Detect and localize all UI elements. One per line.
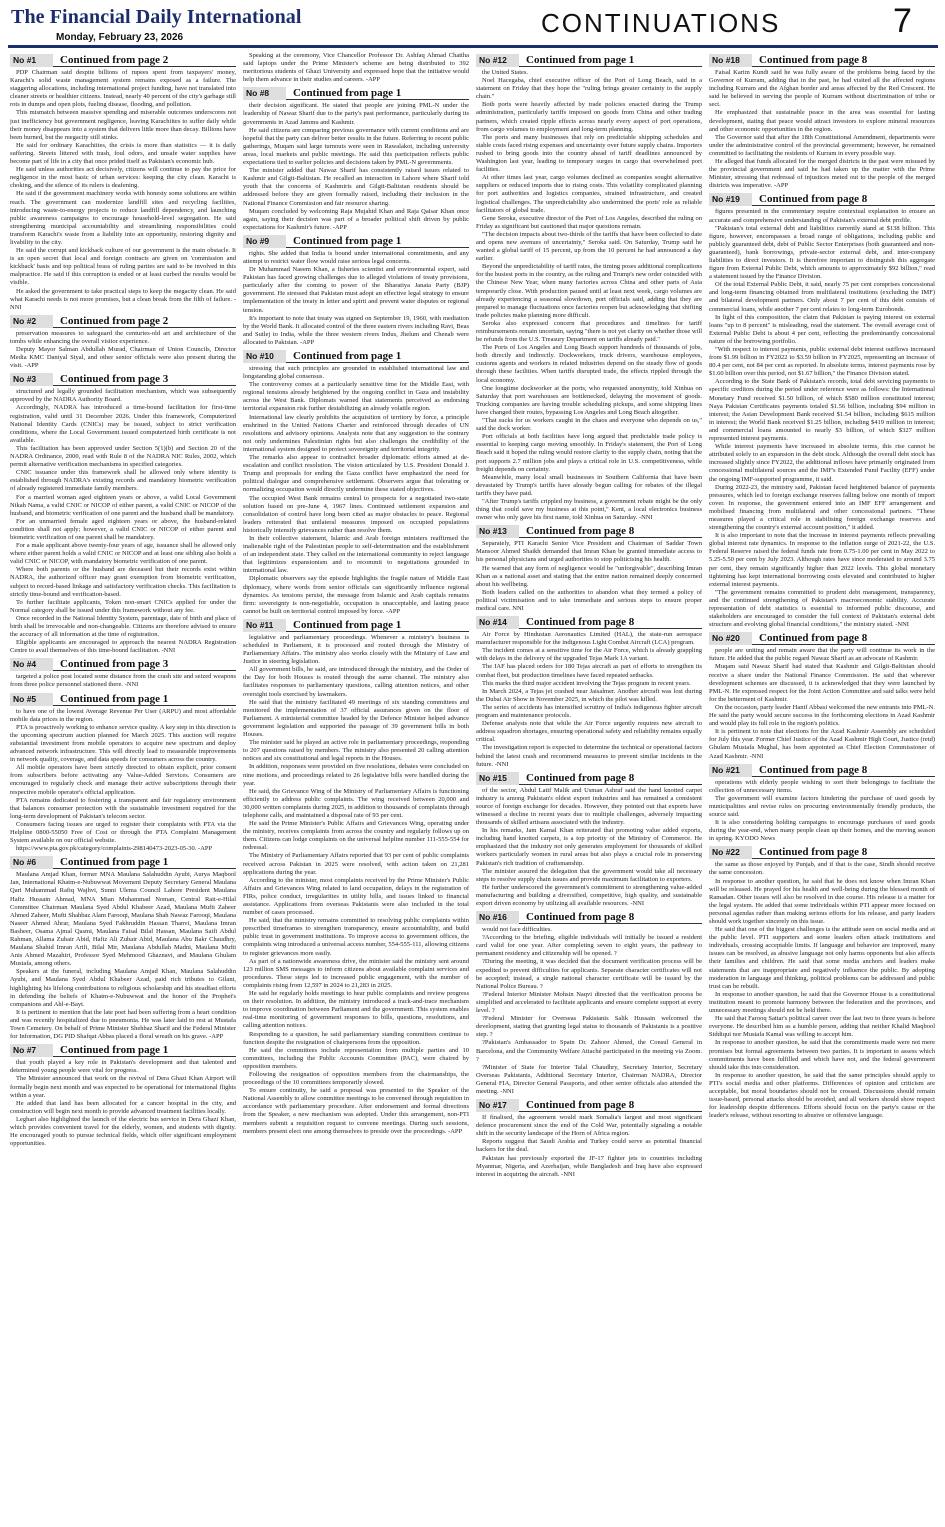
article-number: No #4 [10,658,53,671]
article-paragraph: The minister added that Nawaz Sharif has consistently raised issues related to Kashmir and Gilgit-Baltistan. He recalled an interaction in Lahore where Sharif told youth that the concerns of Kashmiris and Gilgit-Baltistan residents should be addressed before they are given formally raised, including their inclusion in the National Finance Commission and fair resource sharing. [243,167,469,207]
article [243,87,469,232]
article-paragraph: The Ports of Los Angeles and Long Beach support hundreds of thousands of jobs, both directly and indirectly. Dockworkers, truck drivers, warehouse employees, customs agents and workers in related industries depend on the steady flow of goods through these facilities. When tariffs disrupted trade, the effects rippled through the local economy. [476,344,702,384]
article-number: No #7 [10,1044,53,1057]
article-paragraph: their decision significant. He stated that people are joining PML-N under the leadership of Nawaz Sharif due to the party's past performance, particularly during its governments in Azad Jammu and Kashmir. [243,102,469,126]
article [476,911,702,1096]
article-number: No #9 [243,235,286,248]
article-header [709,54,935,67]
article-continuation-title: Continued from page 8 [526,1099,635,1112]
article-paragraph: According to the State Bank of Pakistan's records, total debt servicing payments to specific creditors during the period under reference were as follows: the International Monetary Fund received $1.50 billion, of which $580 million constituted interest; Naya Pakistan Certificates payments totaled $1.56 billion, including $94 million in interest; the Asian Development Bank received $1.54 billion, including $615 million in interest; the World Bank received $1.25 billion, including $419 million in interest; and commercial loans amounted to nearly $3 billion, of which $327 million represented interest payments. [709,378,935,443]
article-paragraph: This mismatch between massive spending and miserable outcomes underscores not just inefficiency but government negligence, leaving Karachiites to suffer daily while their money disappears into a system that delivers little more than decay. Billions have been burned, but the megacity still stinks. [10,109,236,141]
page-number: 7 [893,2,912,40]
article-body [709,208,935,629]
article-paragraph: Air Force by Hindustan Aeronautics Limited (HAL), the state-run aerospace manufacturer responsible for the indigenous Light Combat Aircraft (LCA) program. [476,631,702,647]
article-paragraph: Separately, PTI Karachi Senior Vice President and Chairman of Saddar Town Mansoor Ahmed Shaikh demanded that Imran Khan be granted immediate access to his personal physicians and urged authorities to stop politicising his health. [476,540,702,564]
article-paragraph: "With respect to interest payments, public external debt interest outflows increased from $1.99 billion in FY2022 to $3.59 billion in FY2025, representing an increase of 80.4 per cent, not 84 per cent as reported. In absolute terms, interest payments rose by $1.60 billion over this period, not $1.67 billion," the Finance Division stated. [709,346,935,378]
article-continuation-title: Continued from page 3 [60,373,169,386]
article-paragraph: He added that land has been allocated for a cancer hospital in the city, and construction will begin next month to provide advanced treatment facilities locally. [10,1099,236,1115]
article-paragraph: As part of a nationwide awareness drive, the minister said the ministry sent around 123 million SMS messages to inform citizens about available complaint services and procedures. These steps led to increased public engagement, with the number of complaints rising from 12,597 in 2024 to 21,283 in 2025. [243,957,469,989]
article-body [243,365,469,616]
article-body [476,787,702,908]
article-paragraph: Consumers facing issues are urged to register their complaints with PTA via the Helpline 0800-55050 Free of Cost or through the PTA Complaint Management System available on our official website. [10,820,236,845]
article-body [709,779,935,844]
article-paragraph: In their collective statement, Islamic and Arab foreign ministers reaffirmed the inalienable right of the Palestinian people to self-determination and the establishment of an independent state. They called on the international community to reject language that legitimizes expansionism and to recommit to negotiations grounded in international law. [243,534,469,575]
article-paragraph: Gene Seroka, executive director of the Port of Los Angeles, described the ruling on Friday as significant but cautioned that major questions remain. [476,214,702,230]
article-body [476,926,702,1096]
article-continuation-title: Continued from page 1 [293,350,402,362]
article-number: No #8 [243,87,286,100]
article-paragraph: ?Federal Interior Minister Mohsin Naqvi directed that the verification process be simplified and accelerated to facilitate applicants and ensure complete support at every level. ? [476,990,702,1015]
article-header [709,846,935,859]
article-paragraph: the United States. [482,69,529,76]
article-paragraph: He said citizens are comparing previous governance with current conditions and are hopeful that the party can deliver better results in the future. Referring to recent public gatherings, Muqam said large turnouts were seen in Rawalakot, including university areas, local markets and public meetings. He said this participation reflects public expectations tied to earlier policies and decisions taken by PML-N governments. [243,126,469,167]
article-paragraph: He said, that the ministry remains committed to resolving public complaints within prescribed timeframes to strengthen transparency, ensure accountability, and build public trust in government institutions. To improve access to government offices, the complaints wing introduced a universal access number, 554-555-111, allowing citizens to register grievances more easily. [243,917,469,957]
article-paragraph: ?Minister of State for Interior Talal Chaudhry, Secretary Interior, Secretary Overseas Pakistanis, Additional Secretary Interior, Chairman NADRA, Director General FIA, Director General Passports, and other senior officials also attended the meeting. -NNI [476,1063,702,1095]
article-paragraph: people are uniting and remain aware that the party will continue its work in the future. He added that the public regard Nawaz Sharif as an advocate of Kashmir. [709,647,935,663]
article-paragraph: targeted a police post located some distance from the crash site and seized weapons from three police personnel stationed there. -NNI [10,673,236,689]
column-4 [709,52,935,1522]
article-body [476,1114,702,1179]
article-continuation-title: Continued from page 3 [60,658,169,671]
article-number: No #22 [709,846,752,859]
article [476,1099,702,1179]
article [709,764,935,844]
article-paragraph: Both ports were heavily affected by trade policies enacted during the Trump administration, particularly tariffs imposed on goods from China and other trading partners, which created ripple effects across nearly every aspect of port operations, from cargo volumes to employment and long-term planning. [476,101,702,133]
article-number: No #13 [476,525,519,538]
columns [10,52,936,1522]
article-number: No #5 [10,693,53,706]
article-paragraph: International law clearly prohibits the acquisition of territory by force, a principle enshrined in the United Nations Charter and reinforced through decades of UN resolutions and advisory opinions. Analysts note that any suggestion to the contrary not only undermines Palestinian rights but also challenges the credibility of the international system designed to protect sovereignty and territorial integrity. [243,413,469,453]
article-body [709,69,935,190]
article-paragraph: The series of accidents has intensified scrutiny of India's indigenous fighter aircraft program and maintenance protocols. [476,703,702,720]
article-paragraph: "That sucks for us workers caught in the chaos and everyone who depends on us," said the dock worker. [476,417,702,433]
section-title: CONTINUATIONS [541,8,781,38]
article-paragraph: that youth played a key role in Pakistan's development and that talented and determined young people were vital for progress. [10,1059,236,1075]
article-continuation-title: Continued from page 8 [526,911,635,924]
article-paragraph: Port officials at both facilities have long argued that predictable trade policy is essential to keeping cargo moving smoothly. In Friday's statement, the Port of Long Beach said it hoped the ruling would restore clarity to the supply chain, noting that the port supports 2.7 million jobs and plays a critical role in U.S. competitiveness, while freight depends on certainty. [476,433,702,473]
article-paragraph: All government bills, he said, are introduced through the ministry, and the Order of the Day for both Houses is routed through the same channel. The ministry also facilitates responses to parliamentary questions, calling attention notices, and other oversight tools exercised by lawmakers. [243,666,469,698]
article-paragraph: The investigation report is expected to determine the technical or operational factors behind the latest crash and recommend measures to prevent similar incidents in the future. -NNI [476,744,702,768]
article-number: No #12 [476,54,519,67]
article-paragraph: The IAF has placed orders for 180 Tejas aircraft as part of efforts to strengthen its combat fleet, but production timelines have faced repeated setbacks. [476,663,702,679]
article-paragraph: For a male applicant above twenty-four years of age, issuance shall be allowed only where either parent holds a valid CNIC or NICOP and at least one sibling also holds a valid CNIC or NICOP, with mandatory biometric verification of one parent. [10,542,236,566]
article-paragraph: Defense analysts note that while the Air Force urgently requires new aircraft to address squadron shortages, ensuring operational safety and reliability remains equally critical. [476,720,702,744]
article-paragraph: The government will examine factors hindering the purchase of used goods by municipalities and revise rules on procuring environmentally friendly products, the source said. [709,794,935,818]
article-paragraph: ?During the meeting, it was decided that the document verification process will be expedited to prevent difficulties for applicants. Separate character certificates will not be accepted; instead, a single national character certificate will be issued by the National Police Bureau. ? [476,958,702,990]
article-header [243,619,469,632]
article-header [10,315,236,328]
article-paragraph: In response to another question, he said that the same principles should apply to PTI's social media and other platforms. Differences of opinion and criticism are acceptable, but moral boundaries should not be crossed. Discussions should remain issue-based, personal attacks should be avoided, and all workers should show respect for leadership despite differences. Efforts should focus on the party's cause or the leader's release, without resorting to abusive or offensive language. [709,1071,935,1120]
article-paragraph: In March 2024, a Tejas jet crashed near Jaisalmer. Another aircraft was lost during the Dubai Air Show in November 2025, in which the pilot was killed. [476,687,702,703]
article [243,350,469,616]
article-paragraph: The occupied West Bank remains central to prospects for a negotiated two-state solution based on pre-June 4, 1967 lines. Continued settlement expansion and consolidation of control have long been cited as major obstacles to peace. Regional leaders reiterated that unilateral measures imposed on occupied populations historically intensify grievances rather than resolve them. [243,494,469,534]
article-paragraph: Speakers at the funeral, including Maulana Amjad Khan, Maulana Salahuddin Ayubi, and Maulana Syed Abdul Khabeer Azad, paid rich tributes to Gilani, highlighting his lifelong contributions to religious scholarship and his steadfast efforts in defending the beliefs of Khatm-e-Nubuwwat and the honor of the Prophet's companions and Ahl-e-Bayt. [10,968,236,1008]
article-header [10,54,236,67]
article-paragraph: Faisal Karim Kundi said he was fully aware of the problems being faced by the Governor of Kurram, adding that in the past, he had visited all the affected regions including Kurram and the Afghan border and areas affected by the Red Crescent. He said he believed in serving the people of Kurram without discrimination of tribe or sect. [709,69,935,109]
article-paragraph: In his remarks, Jam Kamal Khan reiterated that promoting value added exports, including hand knotted carpets, is a top priority of the Ministry of Commerce. He emphasized that the industry not only generates employment for thousands of skilled workers particularly women in rural areas but also plays a crucial role in preserving Pakistan's rich tradition of craftsmanship. [476,827,702,867]
article [10,658,236,689]
article-paragraph: It is pertinent to note that elections for the Azad Kashmir Assembly are scheduled for July this year. Former Chief Justice of the Azad Kashmir High Court, Justice (retd) Ghulam Mustafa Mughal, has been appointed as Chief Election Commissioner of Azad Kashmir. -NNI [709,728,935,760]
article-paragraph: Following the resignation of opposition members from the chairmanships, the proceedings of the 10 committees temporarily slowed. [243,1070,469,1087]
article-paragraph: It is also considering holding campaigns to encourage purchases of used goods during the year-end, when many people clean up their homes, and the moving season in spring. KYODO News [709,819,935,843]
article-paragraph: The remarks also appear to contradict broader diplomatic efforts aimed at de-escalation and conflict resolution. The vision articulated by U.S. President Donald J. Trump and proposals for ending the Gaza conflict have emphasized the need for political dialogue and comprehensive settlement. Observers argue that tolerating or normalizing occupation would directly undermine these stated objectives. [243,454,469,494]
article-header [243,350,469,363]
article-number: No #1 [10,54,53,67]
article [10,693,236,854]
article-body [709,861,935,1120]
article-continuation-title: Continued from page 1 [60,856,169,869]
article-paragraph: to have one of the lowest Average Revenue Per User (ARPU) and most affordable mobile data prices in the region. [10,707,236,723]
article [243,619,469,1136]
article-paragraph: would not face difficulties. [482,926,552,934]
article-paragraph: To further facilitate applicants, Token non-smart CNICs applied for under the Normal category shall be issued under this framework without any fee. [10,598,236,614]
article-paragraph: He said if the government machinery works with honesty some solutions are within reach. The government can modernize landfill sites and recycling facilities, introducing waste-to-energy projects to reduce landfill dependency, and launching public awareness campaigns to encourage household-level segregation. He said strengthening municipal accountability and streamlining responsibilities could transform Karachi's waste from a liability into an opportunity, restoring dignity and livability to the city. [10,190,236,246]
article [476,772,702,908]
article-paragraph: The minister assured the delegation that the government would take all necessary steps to resolve supply chain issues and provide maximum facilitation to exporters. [476,867,702,883]
article-number: No #20 [709,632,752,645]
article-paragraph: Meanwhile, many local small businesses in Southern California that have been devastated by Trump's tariffs have already begun calling for rebates of the illegal tariffs they have paid. [476,473,702,497]
article-body [243,634,469,1136]
article-continuation-title: Continued from page 1 [60,1044,169,1057]
article-header [10,1044,236,1057]
article-paragraph: Seroka also expressed concern that procedures and timelines for tariff reimbursements remain uncertain, saying "there is not yet clarity on whether those will be refunds from the U.S. Treasury Department on tariffs already paid." [476,319,702,344]
article-paragraph: He said for ordinary Karachiites, the crisis is more than statistics — it is daily suffering. Streets littered with trash, foul odors, and unsafe water supplies have become part of life in a city that once prided itself as Pakistan's economic hub. [10,141,236,166]
article-paragraph: Eligible applicants are encouraged to approach the nearest NADRA Registration Centre to avail themselves of this time-bound facilitation. -NNI [10,639,236,655]
article-header [10,693,236,706]
article-header [476,1099,702,1112]
article-paragraph: It's important to note that treaty was signed on September 19, 1960, with mediation by the World Bank. It allocated control of the three eastern rivers including Ravi, Beas and Sutlej to India, while the three western rivers Indus, Jhelum and Chenab were allocated to Pakistan. -APP [243,314,469,346]
article-number: No #10 [243,350,286,363]
article [243,235,469,347]
article-number: No #18 [709,54,752,67]
article-paragraph: rights. She added that India is bound under international commitments, and any attempt to restrict water flow would raise serious legal concerns. [243,249,469,265]
article-paragraph: Of the total External Public Debt, it said, nearly 75 per cent comprises concessional and long-term financing obtained from multilateral institutions (excluding the IMF) and bilateral development partners. Only about 7 per cent of this debt consists of commercial loans, while another 7 per cent relates to long-term Eurobonds. [709,281,935,313]
article-paragraph: The controversy comes at a particularly sensitive time for the Middle East, with regional tensions already heightened by the ongoing conflict in Gaza and instability across the West Bank. Diplomats warned that statements perceived as endorsing territorial expansion risk further destabilizing an already volatile region. [243,381,469,413]
article-header [709,764,935,777]
article-continuation-title: Continued from page 2 [60,314,169,327]
article-number: No #2 [10,315,53,328]
article-paragraph: The Ministry of Parliamentary Affairs reported that 93 per cent of public complaints received across Pakistan in 2025 were resolved, with action taken on 21,281 applications during the year. [243,852,469,876]
article-paragraph: He alleged that funds allocated for the merged districts in the past were misused by the provincial government and said he had taken up the matter with the Prime Minister, stressing that redressal of injustices meted out to the people of the merged districts was imperative. -APP [709,158,935,190]
article-paragraph: He said the corrupt and kickback culture of our government is the main obstacle. It is an open secret that local and foreign contracts are given on 'commission and kickback' basis and top political brass of ruling parties are said to be involved in this malpractice. He said if this corruption is ended or at least curbed the results would be visible. [10,247,236,287]
article [476,525,702,613]
article-paragraph: Diplomatic observers say the episode highlights the fragile nature of Middle East diplomacy, where words from senior officials can significantly influence regional dynamics. As tensions persist, the message from Islamic and Arab capitals remains firm: sovereignty is non-negotiable, occupation is unacceptable, and lasting peace cannot be built on territorial control imposed by force. -APP [243,575,469,615]
article-header [476,54,702,67]
article-paragraph: Beyond the unpredictability of tariff rates, the timing poses additional complications for the busiest ports in the country, as the ruling and Trump's new order coincided with the Chinese New Year, when many factories across China and other parts of Asia temporarily close. With production paused until at least next week, cargo volumes are already experiencing a seasonal slowdown, port officials said, adding that they are prepared to manage fluctuations once factories reopen but acknowledging that shifting trade policies make planning more difficult. [476,263,702,319]
article-paragraph: In response to another question, he said that the commitments made were not mere promises but formal agreements between two parties. It is important to assess which commitments have been fulfilled and which have not, and the federal government should take this into consideration. [709,1039,935,1071]
article-paragraph: ?According to the briefing, eligible individuals will initially be issued a resident card valid for one year. After completing seven to eight years, the pathway to permanent residency and citizenship will be opened. ? [476,934,702,958]
article-paragraph: For an unmarried female aged eighteen years or above, the husband-related condition shall not apply; however, a valid CNIC or NICOP of either parent and biometric verification of one parent shall be mandatory. [10,517,236,541]
article-paragraph: of the sector, Abdul Latif Malik and Usman Ashraf said the hand knotted carpet industry is among Pakistan's oldest export industries and has remained a consistent source of foreign exchange for decades. However, they pointed out that exports have witnessed a decline in recent years due to multiple challenges, adversely impacting thousands of skilled artisans associated with the industry. [476,786,702,827]
article-paragraph: While interest payments have increased in absolute terms, this rise cannot be attributed solely to an expansion in the debt stock. Although the overall debt stock has increased slightly since FY2022, the additional inflows have primarily originated from concessional multilateral sources and the IMF's Extended Fund Facility (EFF) under the ongoing IMF-supported programme, it said. [709,443,935,483]
article-paragraph: "After Trump's tariffs crippled my business, a government rebate might be the only thing that could save my business at this point," Kent, a local electronics business owner who only gave his first name, told Xinhua on Saturday. -NNI [476,497,702,522]
article-header [476,911,702,924]
article-paragraph: Where both parents or the husband are deceased but their records exist within NADRA, the authorized officer may grant exemption from biometric verification, subject to record-based linkage and satisfactory verification checks. This facilitation is strictly time-bound and verification-based. [10,566,236,598]
article [10,54,236,312]
article-paragraph: For a married woman aged eighteen years or above, a valid Local Government Nikah Nama, a valid CNIC or NICOP of either parent, a valid CNIC or NICOP of the husband, and biometric verification of one parent and the husband shall be mandatory. [10,493,236,517]
article-header [243,235,469,248]
article-body [10,871,236,1041]
column-2 [243,52,469,1522]
article-paragraph: He said that the ministry facilitated 49 meetings of six standing committees and monitored the implementation of 37 official assurances given on the floor of Parliament. A ministerial committee headed by the Defence Minister helped advance government legislation and supported the passage of 39 government bills in both Houses. [243,698,469,739]
article-paragraph: The incident comes at a sensitive time for the Air Force, which is already grappling with delays in the delivery of the upgraded Tejas Mark 1A variant. [476,647,702,663]
article [709,54,935,190]
article-paragraph: Muqam said Nawaz Sharif had stated that Kashmir and Gilgit-Baltistan should receive a share under the National Finance Commission. He said that wherever development schemes are discussed, it is acknowledged that they were launched by PML-N. He expressed respect for the Joint Action Committee and said talks were held for the betterment of Kashmir. [709,663,935,703]
article-header [10,658,236,671]
article-continuation-title: Continued from page 8 [759,846,868,859]
article-header [476,616,702,629]
article-paragraph: He said that Farooq Sattar's political career over the last two to three years is before everyone. He described him as a humble person, adding that neither Khalid Maqbool Siddiqui nor Mustafa Kamal was willing to accept him. [709,1015,935,1039]
article-body [10,708,236,854]
article-paragraph: The Governor said that after the 18th Constitutional Amendment, departments were under the administrative control of the provincial government; however, he remained committed to facilitating the residents of Kurram in every possible way. [709,133,935,157]
article-paragraph: One longtime dockworker at the ports, who requested anonymity, told Xinhua on Saturday that port warehouses are bottlenecked, delaying the movement of goods. Trucking companies are having trouble scheduling pickups, and some shipping lines have changed their routes, bypassing Los Angeles and Long Beach altogether. [476,384,702,416]
article-number: No #21 [709,764,752,777]
article-paragraph: figures presented in the commentary require contextual explanation to ensure an accurate and comprehensive understanding of Pakistan's external debt profile. [709,208,935,224]
article-paragraph: Noel Hacegaba, chief executive officer of the Port of Long Beach, said in a statement on Friday that they hope the "ruling brings greater certainty to the supply chain." [476,77,702,101]
article-paragraph: stressing that such principles are grounded in established international law and longstanding global consensus. [243,365,469,381]
article-paragraph: structured and legally grounded facilitation mechanism, which was subsequently approved by the NADRA Authority Board. [10,388,236,404]
article-paragraph: The minister said he played an active role in parliamentary proceedings, responding to 207 questions raised by members. The ministry also presented 20 calling attention notices and six constitutional and legal reports in the Houses. [243,739,469,763]
article-paragraph: Deputy Mayor Salman Abdullah Murad, Chairman of Union Councils, Director Media KMC Daniyal Siyal, and other senior officials were also present during the visit. -APP [10,346,236,370]
article-paragraph: Pakistan has previously exported the JF-17 fighter jets to countries including Myanmar, Nigeria, and Azerbaijan, while Bangladesh and Iraq have also expressed interest in acquiring the aircraft. -NNI [476,1154,702,1178]
article-paragraph: PDP Chairman said despite billions of rupees spent from taxpayers' money, Karachi's solid waste management system remains exposed as a failure. The staggering allocations, including international project funding, have not translated into cleaner streets or healthier citizens. Instead, nearly 40 percent of the city's garbage still rots in dumps and open plots, fueling disease, flooding, and pollution. [10,69,236,109]
article-header [709,632,935,645]
article-number: No #17 [476,1099,519,1112]
article [709,193,935,629]
article-header [476,525,702,538]
article-paragraph: It is pertinent to mention that the late poet had been suffering from a heart condition and was recently hospitalized due to pneumonia. He was later laid to rest at Mustafa Town Cemetery. On behalf of Prime Minister Shehbaz Sharif and the Federal Minister for Information, DG PID Shafqat Abbas placed a floral wreath on his grave. -APP [10,1008,236,1041]
article-body [476,540,702,613]
article-continuation-title: Continued from page 8 [526,525,635,538]
article-body [10,69,236,312]
article-paragraph: He asked the government to take practical steps to keep the megacity clean. He said what Karachi needs is not more promises, but a clean break from the filth of failure. -NNI [10,287,236,311]
article-paragraph: Muqam concluded by welcoming Raja Mujahid Khan and Raja Qaisar Khan once again, saying their decision was part of a broader political shift driven by public expectations for Kashmir's future. -APP [243,207,469,231]
article-number: No #3 [10,373,53,386]
article-header [10,856,236,869]
article-paragraph: Maulana Amjad Khan, former MNA Maulana Salahuddin Ayubi, Aurya Maqbool Jan, International Khatm-e-Nubuwwat Movement Deputy Secretary General Maulana Qari Muhammad Rafiq Wajhvi, Sunni Ulema Council Lahore President Maulana Hafiz Hussain Ahmad, MNA Mian Muhammad Noman, Central Rait-e-Hilal Committee Chairman Maulana Syed Abdul Khabeer Azad, Maulana Mufti Zaheer Ahmed Zaheer, Mufti Shahbaz Alam Farooqi, Maulana Shah Nawaz Farooqi, Maulana Naseer Ahmed Ahrar, Maulana Syed Fakhruddin Hassan Thanvi, Maulana Imran Basheer, Osama Ajmal Qasmi, Maulana Faisal Bilal Hassan, Maulana Saifi Abdul Rahman, Allama Zubair Abid, Hafiz Ali Zubair Abid, Maulana Abu Bakr Chaudhry, Maulana Shahid Imran Arifi, Bilal Mir, Maulana Abdullah Madni, Maulana Mufti Anis Ahmed Mazahiri, Professor Syed Mehmood Ghaznavi, and Maulana Ghulam Mustafa, among others. [10,871,236,968]
article-number: No #19 [709,193,752,206]
article-paragraph: Once recorded in the National Identity System, parentage, date of birth and place of birth shall be irrevocable and non-changeable. Citizens are therefore advised to ensure the accuracy of all information at the time of registration. [10,614,236,639]
article-body [243,250,469,347]
article-paragraph: He warned that any form of negligence would be "unforgivable", describing Imran Khan as a national asset and stating that the entire nation remained deeply concerned about his wellbeing. [476,564,702,588]
column-3 [476,52,702,1522]
article-paragraph: He said the committees include representation from multiple parties and 10 committees, including the Public Accounts Committee (PAC), were chaired by opposition members. [243,1046,469,1070]
article-paragraph: It is also important to note that the increase in interest payments reflects prevailing global interest rate dynamics. In response to the inflation surge of 2021-22, the U.S. Federal Reserve raised the federal funds rate from 0.75-1.00 per cent in May 2022 to 5.25-5.50 per cent by July 2023. Although rates have since moderated to around 3.75 per cent, they remain significantly higher than 2022 levels. This global monetary tightening has kept international borrowing costs elevated and contributed to higher external interest payments. [709,532,935,588]
article-paragraph: According to the minister, most complaints received by the Prime Minister's Public Affairs and Grievances Wing related to land occupation, delays in the registration of FIRs, police conduct, irregularities in utility bills, and issues linked to financial assistance. Applications from overseas Pakistanis were also included in the total number of cases processed. [243,876,469,917]
article-paragraph: He said the Prime Minister's Public Affairs and Grievances Wing, operating under the ministry, receives complaints from across the country and regularly follows up on them. Citizens can lodge complaints on the universal helpline number 111-555-554 for redressal. [243,820,469,852]
article-paragraph: ?Pakistan's Ambassador to Spain Dr. Zahoor Ahmed, the Consul General in Barcelona, and the Community Welfare Attaché participated in the meeting via Zoom. ? [476,1039,702,1063]
article-continuation-title: Continued from page 1 [293,234,402,247]
article-body [709,647,935,760]
article-paragraph: The Minister announced that work on the revival of Dera Ghazi Khan Airport will formally begin next month and was expected to be operational for international flights within a year. [10,1075,236,1099]
article-paragraph: He said, the Grievance Wing of the Ministry of Parliamentary Affairs is functioning efficiently to address public complaints. The wing received between 20,000 and 30,000 written complaints during 2025, in addition to thousands of complaints through telephone calls, and maintained a disposal rate of 93 per cent. [243,787,469,819]
article-paragraph: Leghari also highlighted the launch of the electric bus service in Dera Ghazi Khan, which provides convenient travel for the elderly, women, and students with dignity. He encouraged youth to pursue technical fields, which offer significant employment opportunities. [10,1115,236,1148]
article-continuation-title: Continued from page 8 [759,193,868,206]
article-number: No #6 [10,856,53,869]
article-continuation-title: Continued from page 8 [759,763,868,776]
article-body [476,69,702,522]
article-header [476,772,702,785]
article-header [10,373,236,386]
newspaper-name: The Financial Daily International [11,6,302,28]
article-number: No #14 [476,616,519,629]
article [10,1044,236,1148]
article-paragraph: Responding to a question, he said parliamentary standing committees continue to function despite the resignation of chairpersons from the opposition. [243,1030,469,1046]
article-paragraph: operations with elderly people wishing to sort their belongings to facilitate the collection of unnecessary items. [709,778,935,794]
article-paragraph: The ports and many businesses that rely on predictable shipping schedules and stable costs faced rising expenses and uncertainty over future supply chains. Importers rushed to bring goods into the country ahead of tariff deadlines announced by Washington last year, leading to temporary surges in cargo that overwhelmed port facilities. [476,133,702,174]
article-continuation-title: Continued from page 1 [60,692,169,705]
issue-date: Monday, February 23, 2026 [56,32,184,43]
article [243,52,469,84]
article-body [10,330,236,370]
article-paragraph: CNIC issuance under this framework shall be allowed only where identity is established through NADRA's existing records and mandatory biometric verification of already registered immediate family members. [10,469,236,493]
article-paragraph: All mobile operators have been strictly directed to obtain explicit, prior consent from subscribers before activating any Value-Added Services. Consumers are encouraged to regularly check and manage their active subscriptions through their respective mobile operator's official application. [10,764,236,796]
article-paragraph: the same as those enjoyed by Punjab, and if that is the case, Sindh should receive the same concession. [709,861,935,877]
article-paragraph: He further underscored the government's commitment to strengthening value-added manufacturing and building a diversified, competitive, high quality, and sustainable export driven economy by utilizing all available resources. -NNI [476,883,702,907]
article-paragraph: PTA remains dedicated to fostering a transparent and fair regulatory environment that balances consumer protection with the sustainable investment required for the long-term development of Pakistan's telecom sector. [10,796,236,820]
article-continuation-title: Continued from page 1 [293,618,402,631]
article [476,616,702,769]
article-paragraph: Dr Muhammad Naeem Khan, a fisheries scientist and environmental expert, said Pakistan has faced growing challenges due to alleged violations of treaty provisions, particularly after the coming to power of the Bharatiya Janata Party (BJP) government. He stressed that Pakistan must adopt an effective legal strategy to ensure implementation of the treaty in letter and spirit and prevent water disputes or regional tension. [243,266,469,314]
article-paragraph: In light of this composition, the claim that Pakistan is paying interest on external loans "up to 8 percent" is misleading, read the statement. The overall average cost of External Public Debt is about 4 per cent, reflecting the predominantly concessional nature of the borrowing portfolio. [709,313,935,345]
article-paragraph: In addition, responses were provided on five resolutions, debates were concluded on nine motions, and proceedings related to 26 legislative bills were handled during the year. [243,763,469,787]
article-paragraph: https://www.pta.gov.pk/category/complaints-298140473-2023-05-30. -APP [16,845,213,853]
article-paragraph: ?Federal Minister for Overseas Pakistanis Salik Hussain welcomed the development, stating that granting legal status to thousands of Pakistanis is a positive step. ? [476,1015,702,1039]
article [10,856,236,1041]
article-number: No #16 [476,911,519,924]
article-header [243,87,469,100]
masthead-rule [8,45,938,48]
article [709,632,935,760]
article-body [10,1059,236,1148]
article [10,315,236,370]
article-paragraph: This facilitation has been approved under Section 5(1)(b) and Section 20 of the NADRA Ordinance, 2000, read with Rule 8 of the NADRA NIC Rules, 2002, which permit alternative verification mechanisms in specified categories. [10,444,236,469]
article-paragraph: At other times last year, cargo volumes declined as companies sought alternative suppliers or reduced imports due to rising costs. This volatility complicated planning for port authorities and logistics companies, strained infrastructure, and created logistical challenges. The unpredictability also undermined the ports' role as reliable facilitators of global trade. [476,174,702,214]
article-paragraph: He emphasized that sustainable peace in the area was essential for lasting development, stating that peace would attract investors to explore mineral resources and other economic opportunities in the region. [709,109,935,133]
article-paragraph: PTA is proactively working to enhance service quality. A key step in this direction is the upcoming spectrum auction planned for March 2025. This auction will require substantial investment from mobile operators to acquire new spectrum and deploy advanced network infrastructure. This will directly lead to measurable improvements in network quality, coverage, and data speeds for consumers across the country. [10,723,236,764]
article-paragraph: He said that one of the biggest challenges is the attitude seen on social media and at the public level. PTI supporters and some leaders often attack institutions and individuals, crossing acceptable limits. If language and behavior are improved, many issues can be resolved, as abusive language not only harms opponents but also affects their families and children. He said that some media anchors and leaders make statements that are inappropriate and negatively influence the public. By adopting moderation in language and thinking, political problems can be addressed and public trust can be rebuilt. [709,926,935,990]
article-paragraph: "The decision impacts about two-thirds of the tariffs that have been collected to date and opens new avenues of uncertainty," Seroka said. On Saturday, Trump said he wanted a global tariff of 15 percent, up from the 10 percent he had announced a day earlier. [476,230,702,263]
article-continuation-title: Continued from page 8 [526,771,635,784]
article-paragraph: Speaking at the ceremony, Vice Chancellor Professor Dr. Ashfaq Ahmad Chattha said laptops under the Prime Minister's scheme are being distributed to 392 meritorious students of Ghazi University and expressed hope that the initiative would help them advance in their studies and careers. -APP [243,52,469,84]
article-paragraph: "Pakistan's total external debt and liabilities currently stand at $138 billion. This figure, however, encompasses a broad range of obligations, including public and publicly guaranteed debt, debt of Public Sector Enterprises (both guaranteed and non-guaranteed), bank borrowings, private-sector external debt, and inter-company liabilities to direct investors. It is therefore important to distinguish this aggregate figure from External Public Debt, which amounts to approximately $92 billion," read a statement issued by the Finance Division. [709,224,935,281]
article-paragraph: Reports suggest that Saudi Arabia and Turkey could serve as potential financial backers for the deal. [476,1138,702,1154]
article-body [243,52,469,84]
masthead [0,0,945,47]
article-paragraph: He said he regularly holds meetings to hear public complaints and review progress on their resolution. In addition, the ministry introduced a track-and-trace mechanism to improve coordination between Parliament and the government. This system enables real-time monitoring of government responses to bills, questions, resolutions, and calling attention notices. [243,990,469,1030]
article-paragraph: On the occasion, party leader Hanif Abbasi welcomed the new entrants into PML-N. He said the party would secure success in the forthcoming elections in Azad Kashmir and would play its full role in the region's politics. [709,703,935,728]
article-paragraph: "The government remains committed to prudent debt management, transparency, and the continued strengthening of Pakistan's macroeconomic stability. Accurate representation of debt statistics is essential to informed public discourse, and stakeholders are encouraged to consider the full context of Pakistan's external debt structure and evolving global financial conditions," the ministry stated. -NNI [709,588,935,629]
article-continuation-title: Continued from page 8 [759,632,868,645]
article [476,54,702,522]
article-paragraph: In response to another question, he said that the Governor House is a constitutional institution meant to promote harmony between the federation and the provinces, and unnecessary meetings should not be held there. [709,990,935,1015]
column-1 [10,52,236,1522]
article-continuation-title: Continued from page 8 [759,54,868,66]
article-paragraph: To ensure continuity, he said a proposal was presented to the Speaker of the National Assembly to allow committee meetings to be convened through requisition in accordance with parliamentary procedure. After endorsement and formal directions from the Speaker, a new mechanism was adopted. Under this arrangement, non-PTI members submit a requisition request to convene meetings. During such sessions, members present elect one among themselves to preside over the proceedings. -APP [243,1087,469,1135]
article-paragraph: If finalised, the agreement would mark Somalia's largest and most significant defence procurement since the end of the Cold War, potentially signaling a notable shift in the security landscape of the Horn of Africa region. [476,1114,702,1138]
article-body [10,388,236,655]
article-paragraph: During 2022-23, the ministry said, Pakistan faced heightened balance of payments pressures, which led to foreign exchange reserves falling below one month of import cover. In response, the government entered into an IMF EFF arrangement and mobilised financing from multilateral and other concessional partners. "These measures played a critical role in stabilising foreign exchange reserves and strengthening the country's external account position," it added. [709,483,935,532]
article-paragraph: Both leaders called on the authorities to abandon what they termed a policy of political victimisation and to take immediate and serious steps to ensure proper medical care. NNI [476,588,702,612]
article-number: No #15 [476,772,519,785]
article-continuation-title: Continued from page 2 [60,54,169,66]
article-body [10,673,236,689]
article-continuation-title: Continued from page 1 [526,54,635,66]
article-paragraph: Accordingly, NADRA has introduced a time-bound facilitation for first-time registration, valid until 31 December 2026. Under this framework, Computerized National Identity Cards (CNICs) may be issued, subject to strict verification conditions, where the Local Government issued computerized birth certificate is not available. [10,404,236,444]
article-continuation-title: Continued from page 1 [293,87,402,100]
article-number: No #11 [243,619,286,632]
article-header [709,193,935,206]
article [709,846,935,1120]
article-paragraph: He said unless authorities act decisively, citizens will continue to pay the price for negligence in the most basic of urban services: keeping the city clean. Karachi is choking, and the silence of its rulers is deafening. [10,166,236,190]
article [10,373,236,655]
article-paragraph: legislative and parliamentary proceedings. Whenever a ministry's business is scheduled in Parliament, it is processed and routed through the Ministry of Parliamentary Affairs. The ministry also works closely with the Ministry of Law and Justice in steering legislation. [243,633,469,666]
article-body [476,631,702,769]
article-paragraph: This marks the third major accident involving the Tejas program in recent years. [482,679,691,687]
article-body [243,102,469,232]
article-paragraph: In response to another question, he said that he does not know when Imran Khan will be released. He prayed for his health and well-being during the blessed month of Ramadan. Other issues will also be resolved in due course. His release is a matter for the legal system. He added that some individuals within PTI appear more focused on personal agendas rather than making serious efforts for his release, and party leaders should work together sincerely on this issue. [709,877,935,925]
article-paragraph: preservation measures to safeguard the centuries-old art and architecture of the tombs while enhancing the overall visitor experience. [10,329,236,345]
article-continuation-title: Continued from page 8 [526,616,635,629]
